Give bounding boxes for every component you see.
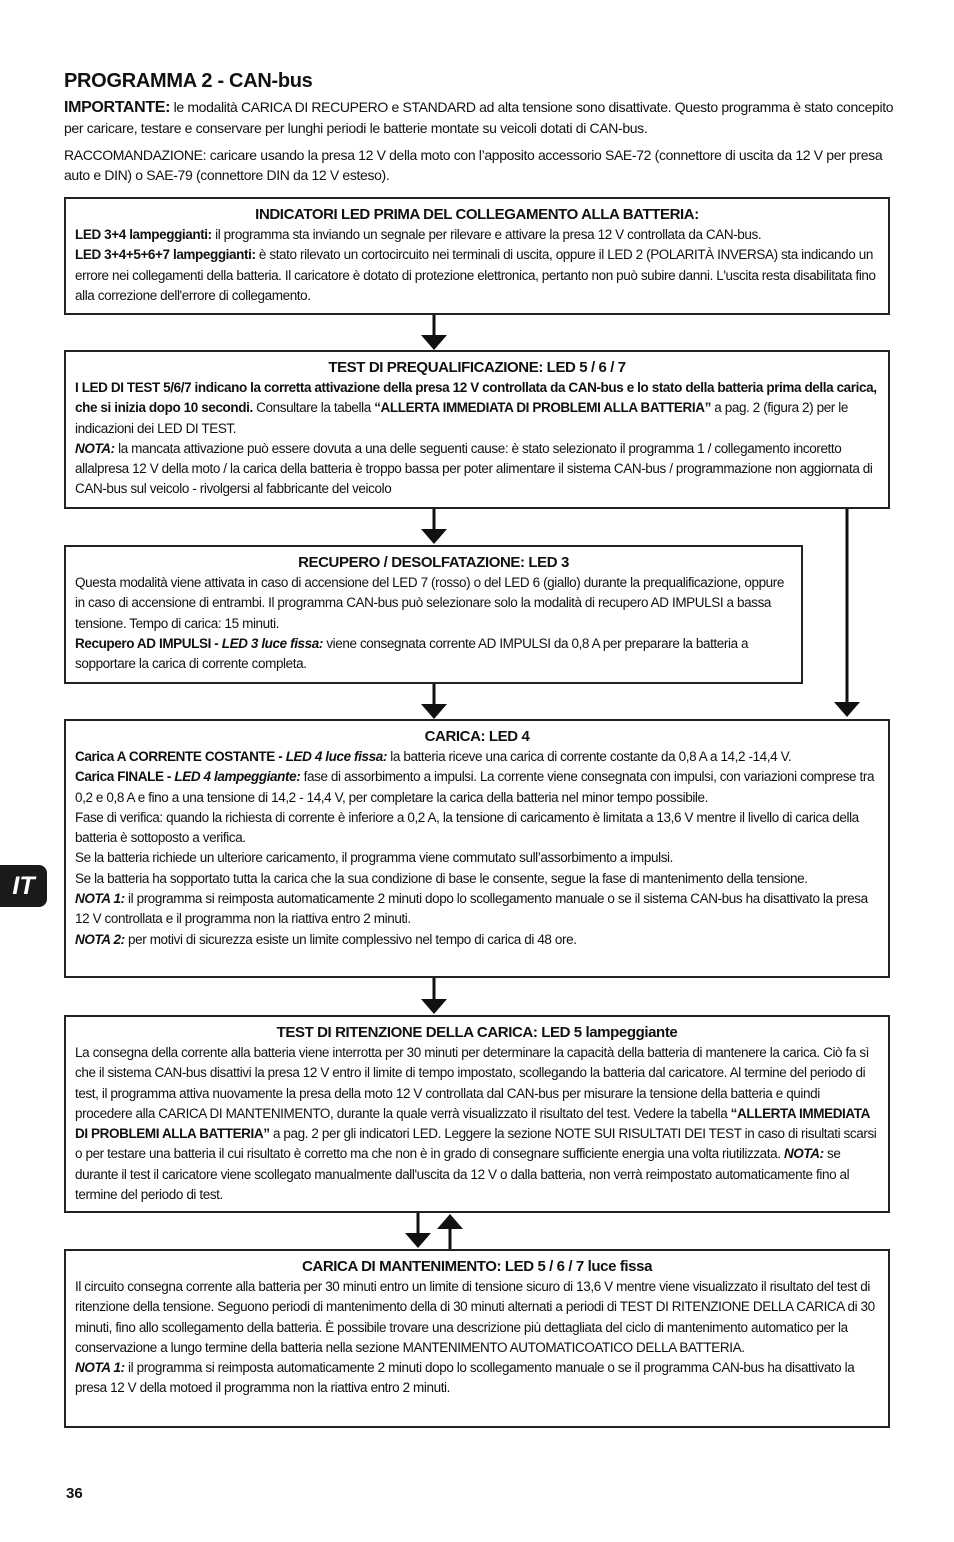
charge-final xyxy=(75,767,879,808)
recovery-pulse xyxy=(75,634,792,675)
retention-test-text xyxy=(75,1043,879,1205)
arrow-down-icon xyxy=(420,978,448,1015)
charge-final-text: fase di assorbimento a impulsi. La corrente viene consegnata con impulsi, con variazioni comprese tra 0,2 e 0,8 A e fino a una tensione di 14,2 - 14,4 V, per completare la carica della batteria nel minor tempo possibile. xyxy=(75,769,875,805)
recovery-pulse-led: LED 3 luce fissa: xyxy=(221,635,323,651)
charge-note-2-label: NOTA 2: xyxy=(75,931,125,947)
arrow-down-icon xyxy=(833,509,861,718)
retention-test-table-ref: “ALLERTA IMMEDIATA DI PROBLEMI ALLA BATTERIA” xyxy=(75,1105,870,1142)
maintenance-note-1 xyxy=(75,1358,879,1399)
charge-constant-label: Carica A CORRENTE COSTANTE - xyxy=(75,749,286,764)
prequalification-plain: Consultare la tabella xyxy=(252,400,375,416)
led-3-4-label: LED 3+4 lampeggianti: xyxy=(75,227,212,242)
maintenance-note-1-label: NOTA 1: xyxy=(75,1360,125,1376)
page-number: 36 xyxy=(66,1485,83,1502)
led-indicators-heading: INDICATORI LED PRIMA DEL COLLEGAMENTO ALLA BATTERIA: xyxy=(255,206,699,223)
maintenance-note-1-text: il programma si reimposta automaticamente 2 minuti dopo lo scollegamento manuale o se il programma CAN-bus ha disattivato la presa 12 V della motoed il programma non la riattiva entro 2 minuti. xyxy=(75,1360,855,1396)
arrow-down-icon xyxy=(420,509,448,545)
charge-constant-led: LED 4 luce fissa: xyxy=(285,749,387,764)
charge-constant-text: la batteria riceve una carica di corrente costante da 0,8 A a 14,2 -14,4 V. xyxy=(386,749,792,764)
charge-box xyxy=(64,719,890,978)
retention-test-text-2: a pag. 2 per gli indicatori LED. Leggere la sezione NOTE SUI RISULTATI DEI TEST in caso di risultati scarsi o per testare una batteria il cui risultato è corretto ma che non è in grado di consegnare sufficiente energia una volta riutilizzata. xyxy=(75,1126,877,1162)
charge-final-label: Carica FINALE - xyxy=(75,769,175,785)
prequalification-plain-2: a pag. 2 (figura 2) per le indicazioni dei LED DI TEST. xyxy=(75,400,848,436)
charge-note-2-text: per motivi di sicurezza esiste un limite complessivo nel tempo di carica di 48 ore. xyxy=(124,931,577,947)
important-note xyxy=(64,97,904,138)
prequalification-text xyxy=(75,378,879,439)
prequalification-note-label: NOTA: xyxy=(75,440,115,456)
arrow-up-icon xyxy=(436,1213,464,1249)
page-title: PROGRAMMA 2 - CAN-bus xyxy=(64,70,313,92)
led-indicators-box xyxy=(64,197,890,315)
led-3-4-text: il programma sta inviando un segnale per rilevare e attivare la presa 12 V controllata da CAN-bus. xyxy=(211,227,762,242)
maintenance-text: Il circuito consegna corrente alla batteria per 30 minuti entro un limite di tensione sicuro di 13,6 V mentre viene visualizzato il risultato del test di ritenzione della tensione. Seguono periodi di mantenimento della di 30 minuti alternati a periodi di TEST DI RITENZIONE DELLA CARICA di 30 minuti, fino allo scollegamento della batteria. È possibile trovare una descrizione più dettagliata del ciclo di mantenimento automatico per la conservazione a lungo termine della batteria nella sezione MANTENIMENTO AUTOMATICOATICO DELLA BATTERIA. xyxy=(75,1279,875,1355)
arrow-down-icon xyxy=(420,684,448,720)
charge-maintenance: Se la batteria ha sopportato tutta la carica che la sua condizione di base le consente, segue la fase di mantenimento della tensione. xyxy=(75,870,808,886)
charge-heading: CARICA: LED 4 xyxy=(424,728,530,745)
retention-test-note-text: se durante il test il caricatore viene scollegato manualmente dall'uscita da 12 V o dalla batteria, non verrà reimpostato automaticamente fino al termine del periodo di test. xyxy=(75,1146,850,1203)
charge-note-1-text: il programma si reimposta automaticamente 2 minuti dopo lo scollegamento manuale o se il sistema CAN-bus ha disattivato la presa 12 V controllata e il programma non la riattiva entro 2 minuti. xyxy=(75,891,868,927)
led-3-7-label: LED 3+4+5+6+7 lampeggianti: xyxy=(75,247,256,263)
led-indicators-line-1 xyxy=(75,225,879,245)
important-text: le modalità CARICA DI RECUPERO e STANDARD ad alta tensione sono disattivate. Questo programma è stato concepito per caricare, testare e conservare per lunghi periodi le batterie montate su veicoli dotati di CAN-bus. xyxy=(64,99,894,136)
arrow-down-icon xyxy=(420,315,448,351)
charge-note-1 xyxy=(75,889,879,930)
prequalification-note-text: la mancata attivazione può essere dovuta a una delle seguenti cause: è stato selezionato il programma 1 / collegamento incoretto allalpresa 12 V della moto / la carica della batteria è troppo bassa per poter alimentare il sistema CAN-bus / programmazione non aggiornata di CAN-bus sul veicolo - rivolgersi al fabbricante del veicolo xyxy=(75,440,873,497)
charge-note-1-label: NOTA 1: xyxy=(75,891,125,907)
important-label: IMPORTANTE: xyxy=(64,99,171,116)
retention-test-text-1: La consegna della corrente alla batteria viene interrotta per 30 minuti per determinare la capacità della batteria di mantenere la carica. Ciò fa sì che il sistema CAN-bus disattivi la presa 12 V entro il limite di tempo impostato, scollegando la batteria dal caricatore. Al termine del periodo di test, il programma attiva nuovamente la presa della moto 12 V controllata dal CAN-bus per misurare la tensione della batteria e quindi procedere alla CARICA DI MANTENIMENTO, durante la quale verrà visualizzato il risultato del test. Vedere la tabella xyxy=(75,1045,870,1121)
charge-note-2 xyxy=(75,930,879,950)
maintenance-heading: CARICA DI MANTENIMENTO: LED 5 / 6 / 7 luce fissa xyxy=(301,1258,653,1275)
charge-final-led: LED 4 lampeggiante: xyxy=(174,769,301,785)
charge-verify: Fase di verifica: quando la richiesta di corrente è inferiore a 0,2 A, la tensione di caricamento è limitata a 13,6 V mentre il livello di carica della batteria è sottoposto a verifica. xyxy=(75,809,859,846)
language-tab: IT xyxy=(0,865,47,907)
prequalification-note xyxy=(75,439,879,500)
recovery-pulse-label: Recupero AD IMPULSI - xyxy=(75,635,222,651)
recovery-text: Questa modalità viene attivata in caso di accensione del LED 7 (rosso) o del LED 6 (giallo) durante la prequalificazione, oppure in caso di accensione di entrambi. Il programma CAN-bus può selezionare solo la modalità di recupero AD IMPULSI a bassa tensione. Tempo di carica: 15 minuti. xyxy=(75,575,784,631)
recovery-pulse-text: viene consegnata corrente AD IMPULSI da 0,8 A per preparare la batteria a sopportare la carica di corrente completa. xyxy=(75,635,749,672)
prequalification-heading: TEST DI PREQUALIFICAZIONE: LED 5 / 6 / 7 xyxy=(328,359,626,376)
led-3-7-text: è stato rilevato un cortocircuito nei terminali di uscita, oppure il LED 2 (POLARITÀ INVERSA) sta indicando un errore nei collegamenti della batteria. Il caricatore è dotato di protezione elettronica, pertanto non può subire danni. L'uscita resta disabilitata fino alla correzione dell'errore di collegamento. xyxy=(75,247,876,303)
retention-test-box xyxy=(64,1015,890,1213)
retention-test-heading: TEST DI RITENZIONE DELLA CARICA: LED 5 lampeggiante xyxy=(276,1024,678,1041)
led-indicators-line-2 xyxy=(75,245,879,306)
charge-recharge: Se la batteria richiede un ulteriore caricamento, il programma viene commutato sull’assorbimento a impulsi. xyxy=(75,850,673,866)
prequalification-box xyxy=(64,350,890,509)
charge-constant xyxy=(75,747,879,767)
maintenance-box xyxy=(64,1249,890,1428)
recommendation-text: RACCOMANDAZIONE: caricare usando la presa 12 V della moto con l’apposito accessorio SAE-72 (connettore di uscita da 12 V per presa auto e DIN) o SAE-79 (connettore DIN da 12 V esteso). xyxy=(64,147,883,183)
prequalification-table-ref: “ALLERTA IMMEDIATA DI PROBLEMI ALLA BATTERIA” xyxy=(374,400,711,416)
recovery-heading: RECUPERO / DESOLFATAZIONE: LED 3 xyxy=(298,554,569,571)
recovery-box xyxy=(64,545,803,684)
retention-test-note-label: NOTA: xyxy=(783,1146,824,1162)
prequalification-bold: I LED DI TEST 5/6/7 indicano la corretta attivazione della presa 12 V controllata da CAN-bus e lo stato della batteria prima della carica, che si inizia dopo 10 secondi. xyxy=(75,380,877,416)
